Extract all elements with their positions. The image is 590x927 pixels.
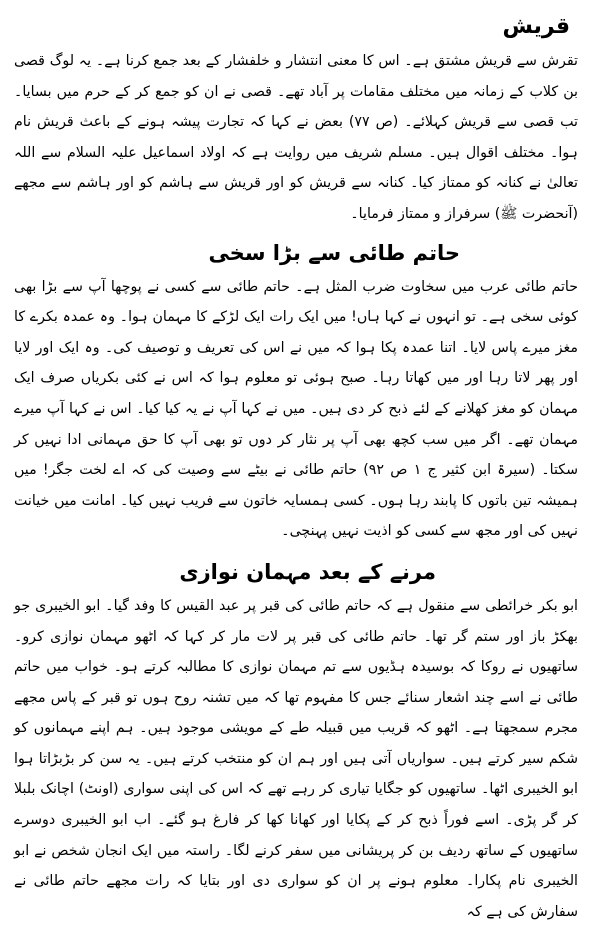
section-hatim-generosity [14,236,578,547]
section-paragraph: تقرش سے قریش مشتق ہے۔ اس کا معنی انتشار و خلفشار کے بعد جمع کرنا ہے۔ یہ لوگ قصی بن کلاب کے زمانہ میں مختلف مقامات پر آباد تھے۔ قصی نے ان کو جمع کر کے حرم میں بسایا۔ تب قصی سے قریش کہلائے۔ (ص ۷۷) بعض نے کہا کہ تجارت پیشہ ہونے کے باعث قریش نام ہوا۔ مختلف اقوال ہیں۔ مسلم شریف میں روایت ہے کہ اولاد اسماعیل علیہ السلام سے اللہ تعالیٰ نے کنانہ کو ممتاز کیا۔ کنانہ سے قریش کو اور قریش سے ہاشم کو اور ہاشم سے مجھے (آنحضرت ﷺ) سرفراز و ممتاز فرمایا۔ [14,53,578,222]
section-quraysh [14,10,578,230]
section-paragraph: حاتم طائی عرب میں سخاوت ضرب المثل ہے۔ حاتم طائی سے کسی نے پوچھا آپ سے بڑا بھی کوئی سخی ہے۔ تو انہوں نے کہا ہاں! میں ایک رات ایک لڑکے کا مہمان ہوا۔ وہ عمدہ بکرے کا مغز میرے پاس لایا۔ اتنا عمدہ پکا ہوا کہ میں نے اس کی تعریف و توصیف کی۔ وہ ایک اور لایا اور پھر لاتا رہا اور میں کھاتا رہا۔ صبح ہوئی تو معلوم ہوا کہ اس نے کئی بکریاں صرف ایک مہمان کو مغز کھلانے کے لئے ذبح کر دی ہیں۔ میں نے کہا آپ نے یہ کیا کیا۔ اس نے کہا آپ میرے مہمان تھے۔ اگر میں سب کچھ بھی آپ پر نثار کر دوں تو بھی آپ کا حق مہمانی ادا نہیں کر سکتا۔ (سیرۃ ابن کثیر ج ۱ ص ۹۲) حاتم طائی نے بیٹے سے وصیت کی کہ اے لخت جگر! میں ہمیشہ تین باتوں کا پابند رہا ہوں۔ کسی ہمسایہ خاتون سے فریب نہیں کیا۔ امانت میں خیانت نہیں کی اور مجھ سے کسی کو اذیت نہیں پہنچی۔ [14,278,578,540]
section-heading: حاتم طائی سے بڑا سخی [208,240,460,265]
section-paragraph: ابو بکر خرائطی سے منقول ہے کہ حاتم طائی کی قبر پر عبد القیس کا وفد گیا۔ ابو الخیبری جو بھکڑ باز اور ستم گر تھا۔ حاتم طائی کی قبر پر لات مار کر کہا کہ اٹھو مہمان نوازی کرو۔ ساتھیوں نے روکا کہ بوسیدہ ہڈیوں سے تم مہمان نوازی کا مطالبہ کرتے ہو۔ خواب میں حاتم طائی نے اسے چند اشعار سنائے جس کا مفہوم تھا کہ میں تشنہ روح ہوں تو قبر کے پاس مجھے مجرم سمجھتا ہے۔ اٹھو کہ قریب میں قبیلہ طے کے مویشی موجود ہیں۔ ہم اپنے مہمانوں کو شکم سیر کرتے ہیں۔ سواریاں آتی ہیں اور ہم ان کو منتخب کرتے ہیں۔ یہ سن کر بڑبڑاتا ہوا ابو الخیبری اٹھا۔ ساتھیوں کو جگایا تیاری کر رہے تھے کہ اس کی اپنی سواری (اونٹ) اچانک بلبلا کر گر پڑی۔ اسے فوراً ذبح کر کے پکایا اور کھانا کھا کر فارغ ہو گئے۔ اب ابو الخیبری دوسرے ساتھیوں کے ساتھ ردیف بن کر پریشانی میں سفر کرنے لگا۔ راستہ میں ایک انجان شخص نے ابو الخیبری نام پکارا۔ معلوم ہونے پر ان کو سواری دی اور بتایا کہ رات مجھے حاتم طائی نے سفارش کی ہے کہ [14,597,578,920]
section-heading: مرنے کے بعد مہمان نوازی [179,559,436,584]
section-heading: قریش [502,14,570,39]
section-hospitality-after-death [14,555,578,927]
